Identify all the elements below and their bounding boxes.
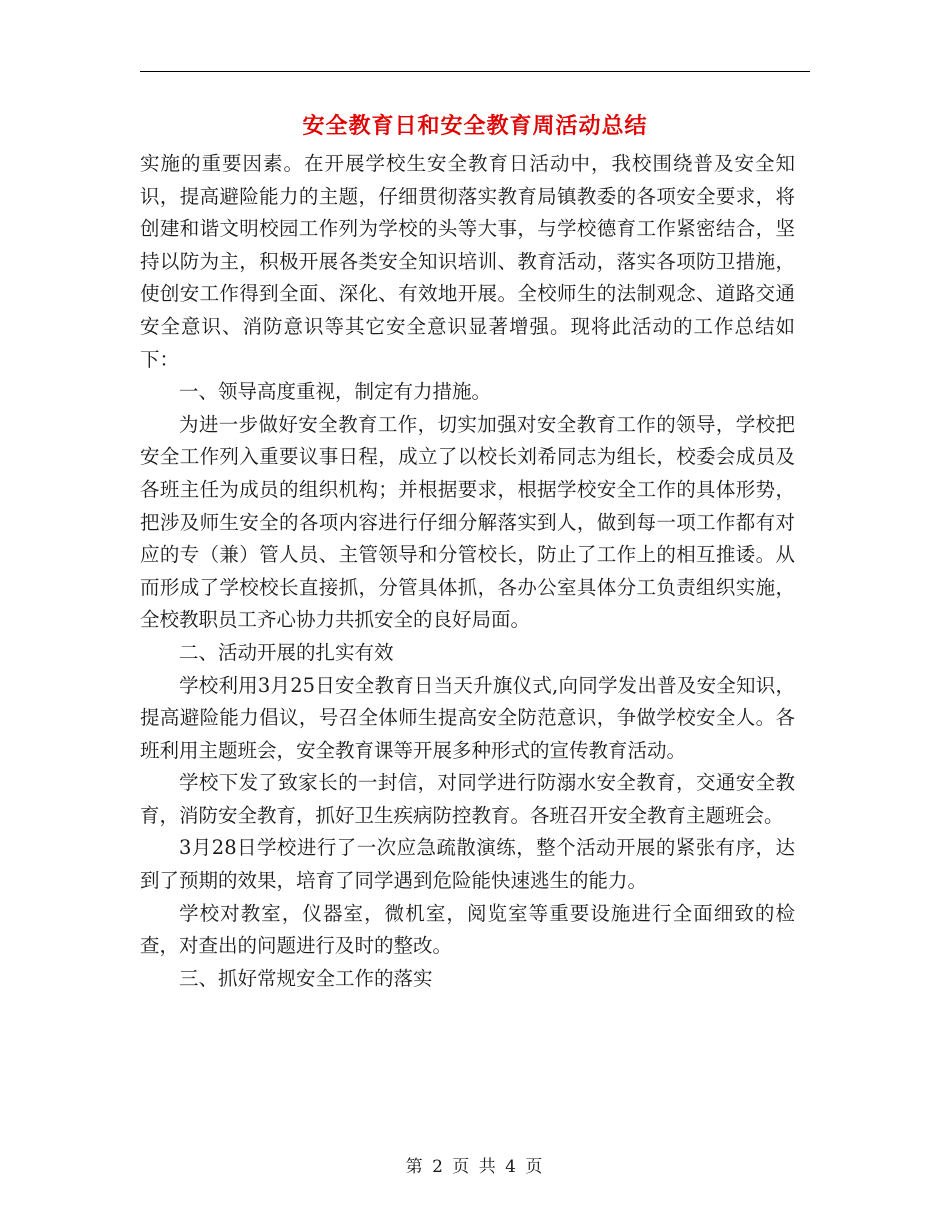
section-heading-1: 一、领导高度重视，制定有力措施。	[179, 380, 492, 404]
paragraph-continued: 实施的重要因素。在开展学校生安全教育日活动中，我校围绕普及安全知识，提高避险能力的主题，仔细贯彻落实教育局镇教委的各项安全要求，将创建和谐文明校园工作列为学校的头等大事，与学校德育工作紧密结合，坚持以防为主，积极开展各类安全知识培训、教育活动，落实各项防卫措施，使创安工作得到全面、深化、有效地开展。全校师生的法制观念、道路交通安全意识、消防意识等其它安全意识显著增强。现将此活动的工作总结如下：	[140, 152, 795, 371]
paragraph: 学校下发了致家长的一封信，对同学进行防溺水安全教育，交通安全教育，消防安全教育，抓好卫生疾病防控教育。各班召开安全教育主题班会。	[140, 771, 795, 827]
section-heading-3: 三、抓好常规安全工作的落实	[179, 966, 433, 990]
header-rule	[140, 71, 810, 72]
section-heading-2: 二、活动开展的扎实有效	[179, 640, 394, 664]
paragraph: 3月28日学校进行了一次应急疏散演练，整个活动开展的紧张有序，达到了预期的效果，培育了同学遇到危险能快速逃生的能力。	[140, 836, 795, 893]
document-body	[140, 148, 795, 995]
paragraph: 学校利用3月25日安全教育日当天升旗仪式,向同学发出普及安全知识，提高避险能力倡议，号召全体师生提高安全防范意识，争做学校安全人。各班利用主题班会，安全教育课等开展多种形式的宣传教育活动。	[140, 673, 795, 762]
document-title: 安全教育日和安全教育周活动总结	[302, 113, 648, 139]
page-number: 第 2 页 共 4 页	[405, 1157, 545, 1177]
paragraph: 学校对教室，仪器室，微机室，阅览室等重要设施进行全面细致的检查，对查出的问题进行及时的整改。	[140, 901, 795, 958]
paragraph: 为进一步做好安全教育工作，切实加强对安全教育工作的领导，学校把安全工作列入重要议事日程，成立了以校长刘希同志为组长，校委会成员及各班主任为成员的组织机构；并根据要求，根据学校安全工作的具体形势，把涉及师生安全的各项内容进行仔细分解落实到人，做到每一项工作都有对应的专（兼）管人员、主管领导和分管校长，防止了工作上的相互推诿。从而形成了学校校长直接抓，分管具体抓，各办公室具体分工负责组织实施，全校教职员工齐心协力共抓安全的良好局面。	[140, 412, 795, 632]
